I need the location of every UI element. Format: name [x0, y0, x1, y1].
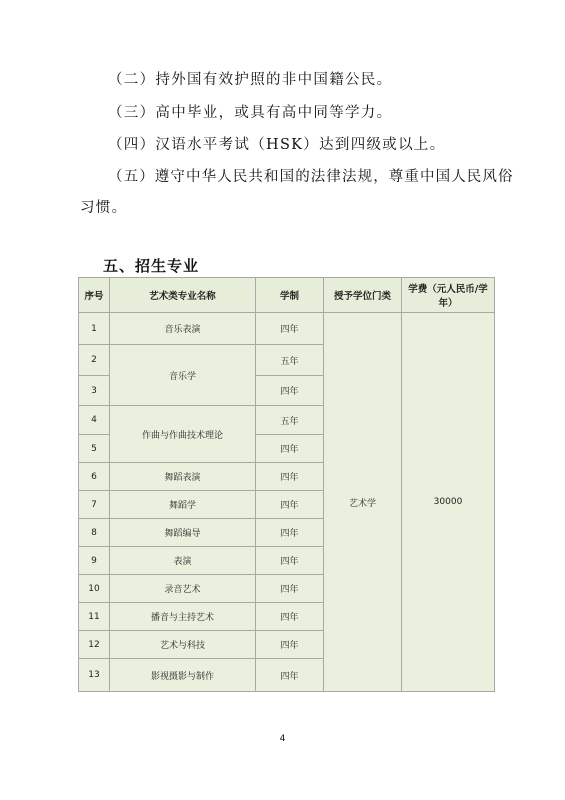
row-years: 五年: [256, 345, 324, 376]
row-no: 8: [79, 519, 110, 547]
requirement-5: （五）遵守中华人民共和国的法律法规，尊重中国人民风俗: [108, 169, 514, 185]
row-no: 4: [79, 406, 110, 435]
row-years: 四年: [256, 519, 324, 547]
row-years: 四年: [256, 631, 324, 659]
row-major: 表演: [110, 547, 256, 575]
requirement-3: （三）高中毕业，或具有高中同等学力。: [108, 105, 393, 121]
header-degree: 授予学位门类: [324, 278, 402, 313]
row-years: 四年: [256, 603, 324, 631]
row-no: 13: [79, 659, 110, 692]
row-major: 播音与主持艺术: [110, 603, 256, 631]
row-no: 1: [79, 313, 110, 345]
requirement-4: （四）汉语水平考试（HSK）达到四级或以上。: [108, 137, 446, 153]
row-years: 四年: [256, 435, 324, 463]
table-header-row: [79, 278, 495, 313]
row-major: 舞蹈表演: [110, 463, 256, 491]
row-major: 音乐学: [110, 345, 256, 406]
header-years: 学制: [256, 278, 324, 313]
degree-cell: 艺术学: [324, 313, 402, 692]
header-no: 序号: [79, 278, 110, 313]
row-major: 音乐表演: [110, 313, 256, 345]
row-no: 11: [79, 603, 110, 631]
requirement-5-continued: 习惯。: [80, 200, 128, 216]
row-no: 3: [79, 376, 110, 406]
row-years: 四年: [256, 547, 324, 575]
row-major: 舞蹈编导: [110, 519, 256, 547]
row-no: 10: [79, 575, 110, 603]
majors-table: [78, 277, 495, 692]
row-years: 四年: [256, 491, 324, 519]
row-major: 录音艺术: [110, 575, 256, 603]
row-major: 影视摄影与制作: [110, 659, 256, 692]
table-row: [79, 313, 495, 345]
requirement-2: （二）持外国有效护照的非中国籍公民。: [108, 72, 393, 88]
header-major: 艺术类专业名称: [110, 278, 256, 313]
row-no: 9: [79, 547, 110, 575]
page-number: 4: [279, 734, 286, 744]
row-years: 四年: [256, 659, 324, 692]
header-tuition: 学费（元人民币/学年）: [402, 278, 495, 313]
row-years: 四年: [256, 313, 324, 345]
row-years: 四年: [256, 463, 324, 491]
row-years: 五年: [256, 406, 324, 435]
row-no: 7: [79, 491, 110, 519]
row-no: 5: [79, 435, 110, 463]
row-years: 四年: [256, 575, 324, 603]
row-no: 6: [79, 463, 110, 491]
row-years: 四年: [256, 376, 324, 406]
section-heading: 五、招生专业: [103, 257, 200, 275]
row-major: 舞蹈学: [110, 491, 256, 519]
row-no: 12: [79, 631, 110, 659]
row-major: 作曲与作曲技术理论: [110, 406, 256, 463]
row-major: 艺术与科技: [110, 631, 256, 659]
tuition-cell: 30000: [402, 313, 495, 692]
row-no: 2: [79, 345, 110, 376]
